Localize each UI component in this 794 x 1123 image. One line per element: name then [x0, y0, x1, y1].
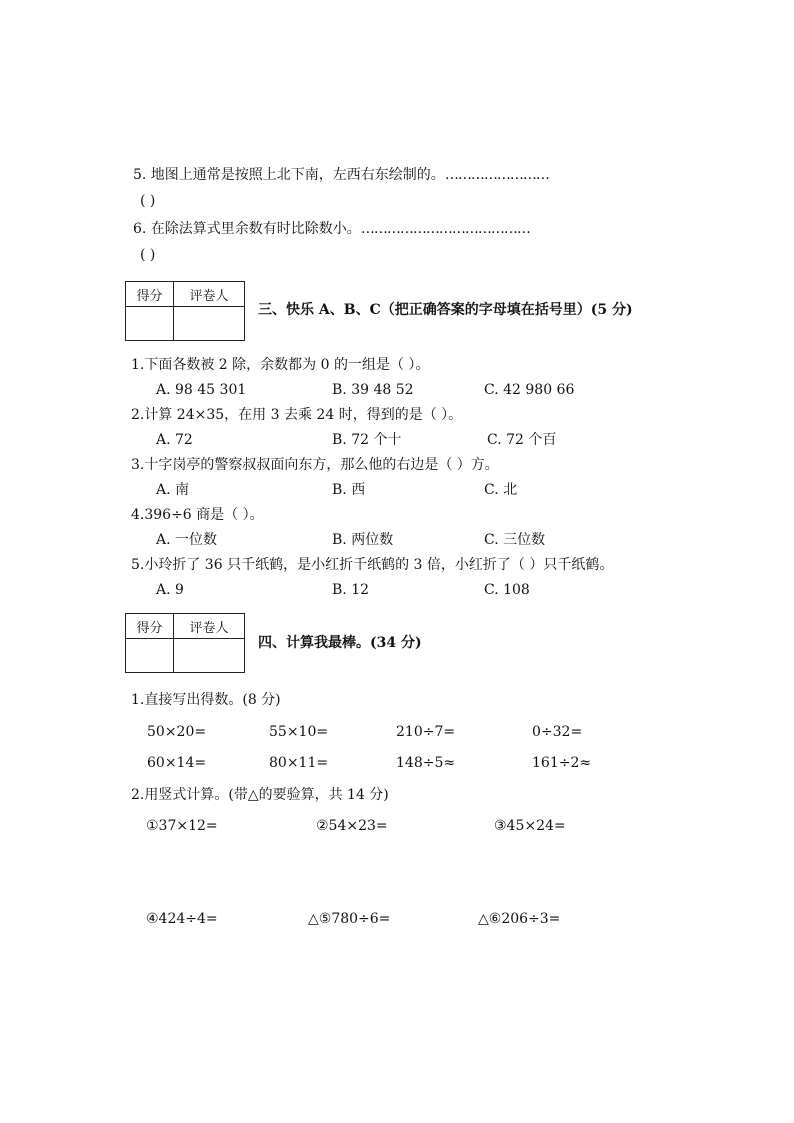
mc-q1-option-c[interactable]: C. 42 980 66 — [484, 382, 575, 398]
oral-calc-item[interactable]: 161÷2≈ — [532, 755, 592, 771]
mc-q2-option-c[interactable]: C. 72 个百 — [487, 432, 557, 448]
score-label: 得分 — [126, 282, 174, 307]
score-label: 得分 — [126, 614, 174, 639]
oral-calc-item[interactable]: 148÷5≈ — [396, 755, 456, 771]
tf-item-5 — [133, 165, 549, 185]
tf-item-6-dots: ………………………………… — [360, 221, 530, 237]
grader-cell[interactable] — [174, 307, 245, 341]
mc-q3-option-a[interactable]: A. 南 — [156, 482, 190, 498]
mc-q4-option-a[interactable]: A. 一位数 — [156, 532, 218, 548]
vertical-calc-item[interactable]: ①37×12= — [146, 818, 218, 834]
oral-calc-item[interactable]: 80×11= — [269, 755, 329, 771]
tf-item-5-answer-paren[interactable]: ( ) — [140, 193, 156, 209]
mc-q4-option-c[interactable]: C. 三位数 — [484, 532, 546, 548]
part2-title: 2.用竖式计算。(带△的要验算，共 14 分) — [131, 787, 389, 803]
section4-title: 四、计算我最棒。(34 分) — [258, 635, 422, 651]
mc-question-1: 1.下面各数被 2 除，余数都为 0 的一组是（ ）。 — [131, 357, 430, 373]
mc-q5-option-a[interactable]: A. 9 — [156, 582, 184, 598]
oral-calc-item[interactable]: 55×10= — [269, 724, 329, 740]
vertical-calc-item[interactable]: ④424÷4= — [146, 911, 218, 927]
tf-item-6-answer-paren[interactable]: ( ) — [140, 247, 156, 263]
part1-title: 1.直接写出得数。(8 分) — [131, 692, 281, 708]
mc-question-2: 2.计算 24×35，在用 3 去乘 24 时，得到的是（ ）。 — [131, 407, 463, 423]
tf-item-6-text: 6. 在除法算式里余数有时比除数小。 — [133, 221, 361, 237]
mc-q3-option-b[interactable]: B. 西 — [332, 482, 366, 498]
score-cell[interactable] — [126, 307, 174, 341]
oral-calc-item[interactable]: 210÷7= — [396, 724, 456, 740]
vertical-calc-item[interactable]: △⑤780÷6= — [308, 911, 391, 927]
oral-calc-item[interactable]: 0÷32= — [532, 724, 583, 740]
mc-q5-option-b[interactable]: B. 12 — [332, 582, 370, 598]
grader-label: 评卷人 — [174, 614, 245, 639]
tf-item-6 — [133, 219, 530, 239]
mc-q5-option-c[interactable]: C. 108 — [484, 582, 530, 598]
vertical-calc-item[interactable]: ②54×23= — [316, 818, 388, 834]
mc-q4-option-b[interactable]: B. 两位数 — [332, 532, 394, 548]
vertical-calc-item[interactable]: △⑥206÷3= — [478, 911, 561, 927]
mc-q1-option-a[interactable]: A. 98 45 301 — [156, 382, 247, 398]
tf-item-5-text: 5. 地图上通常是按照上北下南，左西右东绘制的。 — [133, 167, 445, 183]
score-cell[interactable] — [126, 639, 174, 673]
mc-question-5: 5.小玲折了 36 只千纸鹤，是小红折千纸鹤的 3 倍，小红折了（ ）只千纸鹤。 — [131, 557, 614, 573]
mc-q2-option-a[interactable]: A. 72 — [156, 432, 193, 448]
mc-question-3: 3.十字岗亭的警察叔叔面向东方，那么他的右边是（ ）方。 — [131, 457, 499, 473]
oral-calc-item[interactable]: 60×14= — [147, 755, 207, 771]
tf-item-5-dots: …………………… — [444, 167, 549, 183]
grader-label: 评卷人 — [174, 282, 245, 307]
mc-q1-option-b[interactable]: B. 39 48 52 — [332, 382, 414, 398]
mc-question-4: 4.396÷6 商是（ ）。 — [131, 507, 264, 523]
mc-q2-option-b[interactable]: B. 72 个十 — [332, 432, 402, 448]
oral-calc-item[interactable]: 50×20= — [147, 724, 207, 740]
section3-title: 三、快乐 A、B、C（把正确答案的字母填在括号里）(5 分) — [258, 302, 633, 318]
vertical-calc-item[interactable]: ③45×24= — [494, 818, 566, 834]
grader-cell[interactable] — [174, 639, 245, 673]
mc-q3-option-c[interactable]: C. 北 — [484, 482, 518, 498]
score-box-section4 — [125, 613, 245, 673]
score-box-section3 — [125, 281, 245, 341]
